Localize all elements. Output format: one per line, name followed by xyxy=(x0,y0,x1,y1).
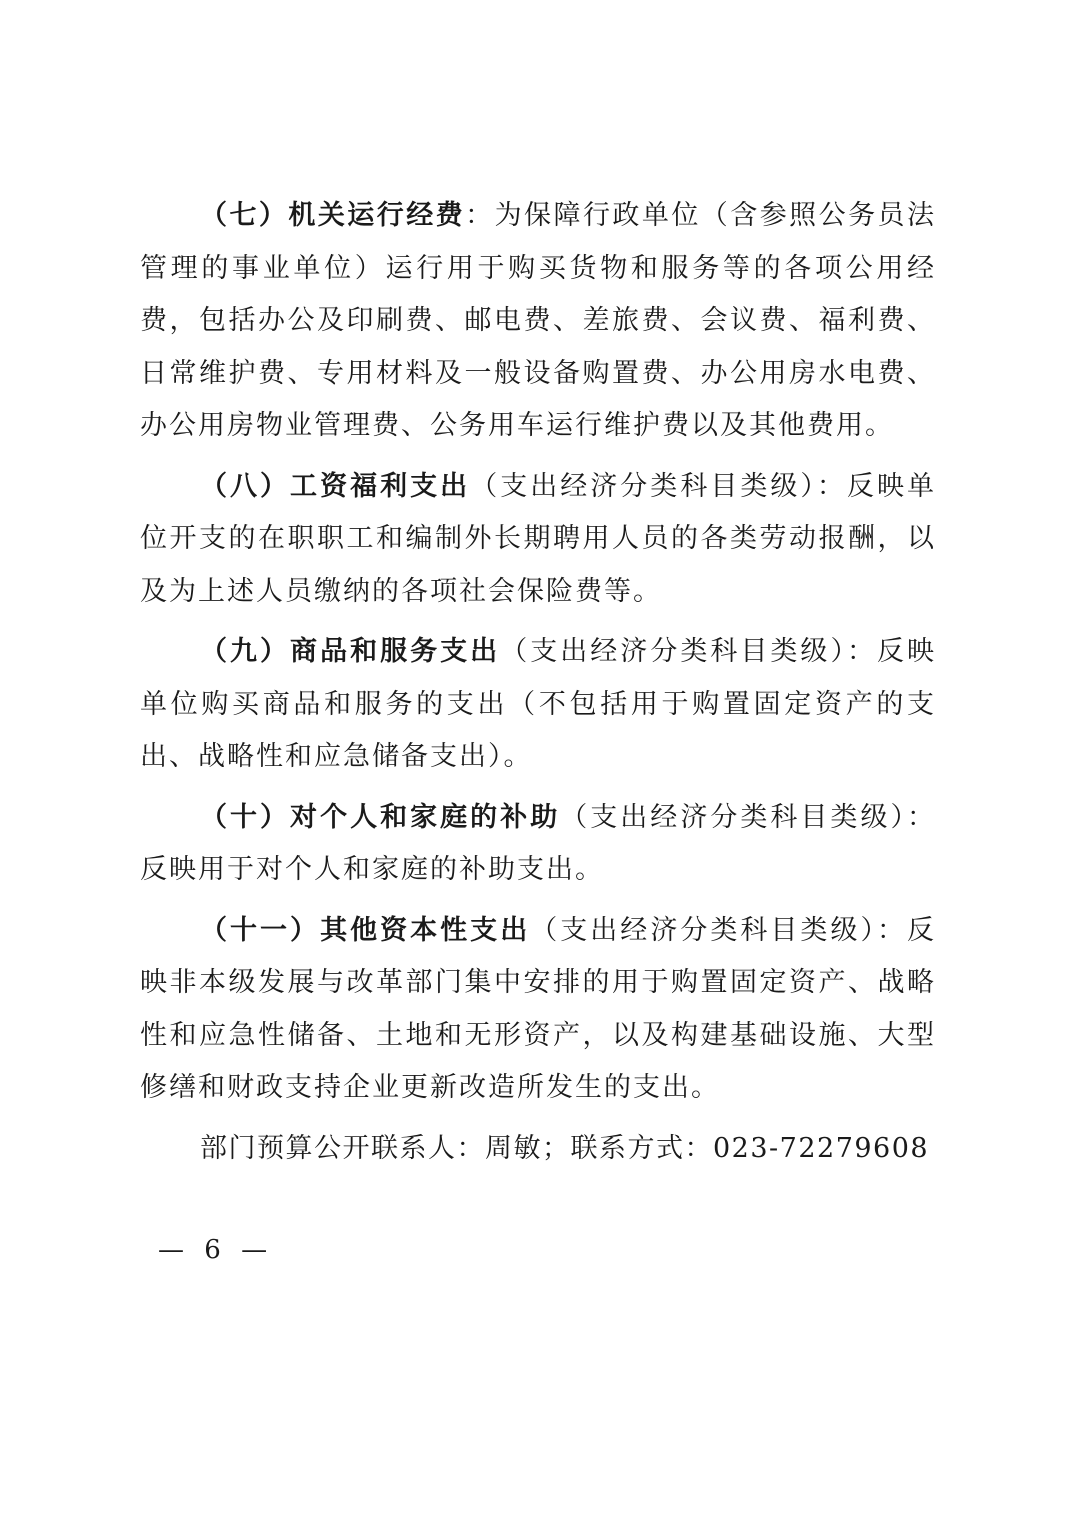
paragraph-text: ：为保障行政单位（含参照公务员法管理的事业单位）运行用于购买货物和服务等的各项公用经费，包括办公及印刷费、邮电费、差旅费、会议费、福利费、日常维护费、专用材料及一般设备购置费、办公用房水电费、办公用房物业管理费、公务用车运行维护费以及其他费用。 xyxy=(140,200,936,441)
paragraph-other-capital xyxy=(140,905,936,1115)
paragraph-heading: （七）机关运行经费 xyxy=(200,200,466,231)
paragraph-text: （支出经济分类科目类级）：反映用于对个人和家庭的补助支出。 xyxy=(140,801,936,885)
document-body xyxy=(140,190,936,1175)
paragraph-operating-expenses xyxy=(140,190,936,453)
paragraph-text: （支出经济分类科目类级）：反映单位开支的在职职工和编制外长期聘用人员的各类劳动报酬，以及为上述人员缴纳的各项社会保险费等。 xyxy=(140,470,936,607)
paragraph-heading: （十一）其他资本性支出 xyxy=(200,914,531,946)
paragraph-text: （支出经济分类科目类级）：反映非本级发展与改革部门集中安排的用于购置固定资产、战略性和应急性储备、土地和无形资产，以及构建基础设施、大型修缮和财政支持企业更新改造所发生的支出。 xyxy=(140,914,937,1103)
paragraph-heading: （八）工资福利支出 xyxy=(200,470,471,502)
paragraph-wages-welfare xyxy=(140,461,936,619)
paragraph-household-subsidies xyxy=(140,792,936,897)
contact-line: 部门预算公开联系人：周敏；联系方式：023-72279608 xyxy=(200,1132,930,1164)
page-number: — 6 — xyxy=(158,1235,274,1265)
paragraph-heading: （十）对个人和家庭的补助 xyxy=(200,801,561,833)
paragraph-goods-services xyxy=(140,626,936,784)
paragraph-heading: （九）商品和服务支出 xyxy=(200,636,501,667)
paragraph-text: （支出经济分类科目类级）：反映单位购买商品和服务的支出（不包括用于购置固定资产的支出、战略性和应急储备支出）。 xyxy=(140,636,937,772)
